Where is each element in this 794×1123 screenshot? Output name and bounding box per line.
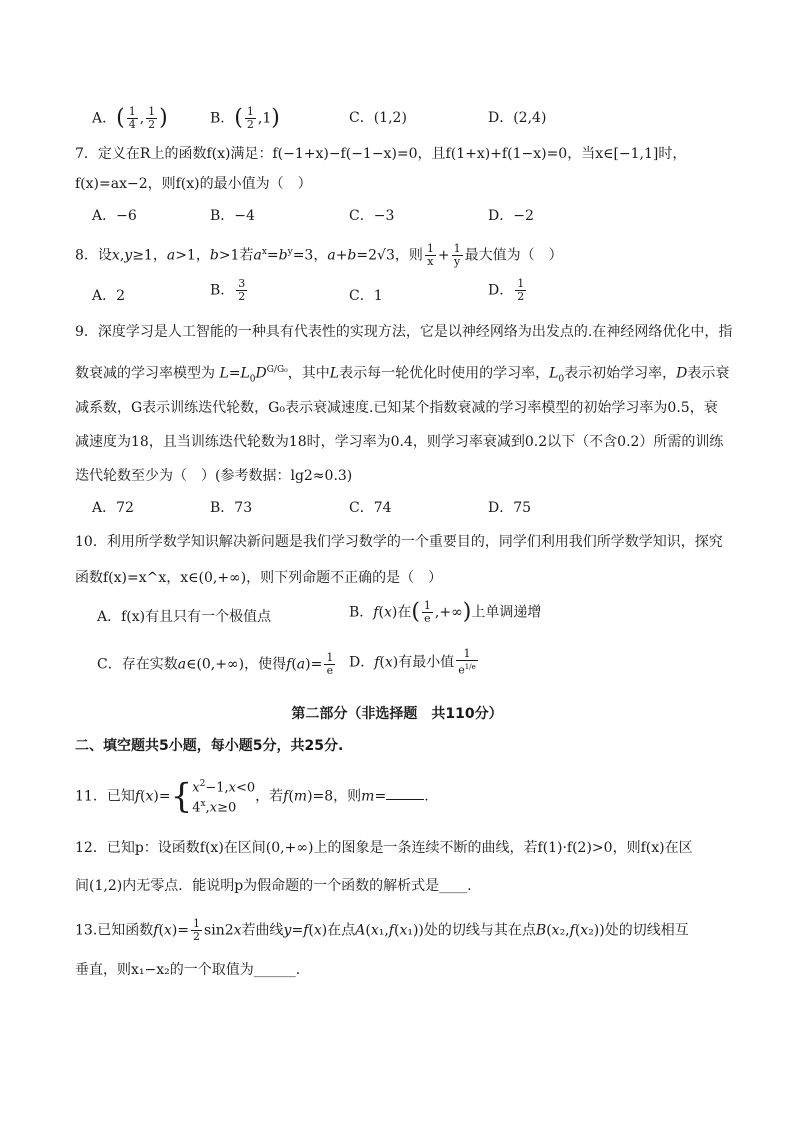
q9-stem-line1: 9．深度学习是人工智能的一种具有代表性的实现方法，它是以神经网络为出发点的.在神经网络优化中，指: [75, 324, 733, 340]
q9-option-a: A．72: [92, 500, 134, 516]
q10-stem-line2: 函数f(x)=x^x，x∈(0,+∞)，则下列命题不正确的是（ ）: [75, 570, 443, 586]
q9-stem-line3: 减系数，G表示训练迭代轮数，G₀表示衰减速度.已知某个指数衰减的学习率模型的初始学习率为0.5，衰: [75, 400, 718, 416]
q8-option-a: A．2: [92, 288, 126, 304]
q10-stem-line1: 10．利用所学数学知识解决新问题是我们学习数学的一个重要目的，同学们利用我们所学数学知识，探究: [75, 534, 723, 550]
q7-stem-line2: f(x)=ax−2，则f(x)的最小值为（ ）: [75, 176, 312, 192]
q9-stem-line2: 数衰减的学习率模型为 $L=L_0D^{G/G_0}$，其中L表示每一轮优化时使用的学习率，$L_0$表示初始学习率，D表示衰: [75, 365, 730, 385]
q7-option-d: D．−2: [488, 208, 534, 224]
q9-option-b: B．73: [210, 500, 253, 516]
q7-option-c: C．−3: [349, 208, 395, 224]
q10-option-d: D．f(x)有最小值 $\frac{1}{e^{1/e}}$: [349, 647, 476, 677]
q8-option-c: C．1: [349, 288, 383, 304]
q8-stem: 8．设x,y≥1，a>1，b>1若$a^x=b^y=3$，a+b=2√3，则 $\frac{1}{x}$ + $\frac{1}{y}$ 最大值为（ ）: [75, 242, 563, 269]
q9-stem-line5: 迭代轮数至少为（ ）(参考数据：lg2≈0.3): [75, 468, 353, 484]
q7-option-a: A．−6: [92, 208, 137, 224]
q10-option-a: A．f(x)有且只有一个极值点: [97, 609, 272, 625]
q7-option-b: B．−4: [210, 208, 255, 224]
q8-option-b: B． $\frac{3}{2}$: [210, 277, 246, 303]
q9-option-c: C．74: [349, 500, 392, 516]
q6-option-a: A．( $\frac{1}{4}$ , $\frac{1}{2}$ ): [92, 105, 168, 131]
q9-option-d: D．75: [488, 500, 532, 516]
q6-option-d: D．(2,4): [488, 110, 547, 126]
section2-title: 二、填空题共5小题，每小题5分，共25分.: [75, 738, 344, 754]
q13-stem-line1: 13.已知函数f(x)= $\frac{1}{2}$ sin2x若曲线y=f(x)在点A(x₁,f(x₁))处的切线与其在点B(x₂,f(x₂))处的切线相互: [75, 917, 689, 943]
q8-option-d: D． $\frac{1}{2}$: [488, 277, 525, 303]
q11-stem: 11．已知f(x)={ $x^2-1,x<0$ $4^x,x\ge 0$ ，若f(m)=8，则m= .: [75, 776, 429, 817]
q9-stem-line4: 减速度为18，且当训练迭代轮数为18时，学习率为0.4，则学习率衰减到0.2以下（不含0.2）所需的训练: [75, 434, 724, 450]
q7-stem-line1: 7．定义在R上的函数f(x)满足：f(−1+x)−f(−1−x)=0，且f(1+x)+f(1−x)=0，当x∈[−1,1]时，: [75, 146, 687, 162]
q10-option-b: B．f(x)在( $\frac{1}{e}$ ,+∞)上单调递增: [349, 599, 542, 625]
part2-title: 第二部分（非选择题 共110分）: [291, 706, 503, 722]
q12-stem-line2: 间(1,2)内无零点．能说明p为假命题的一个函数的解析式是____.: [75, 878, 472, 894]
q10-option-c: C．存在实数a∈(0,+∞)，使得f(a)= $\frac{1}{e}$: [97, 651, 334, 677]
q6-option-b: B．( $\frac{1}{2}$ ,1): [210, 105, 280, 131]
q12-stem-line1: 12．已知p：设函数f(x)在区间(0,+∞)上的图象是一条连续不断的曲线，若f(1)·f(2)>0，则f(x)在区: [75, 840, 693, 856]
q13-stem-line2: 垂直，则x₁−x₂的一个取值为______.: [75, 962, 301, 978]
q6-option-c: C．(1,2): [349, 110, 407, 126]
